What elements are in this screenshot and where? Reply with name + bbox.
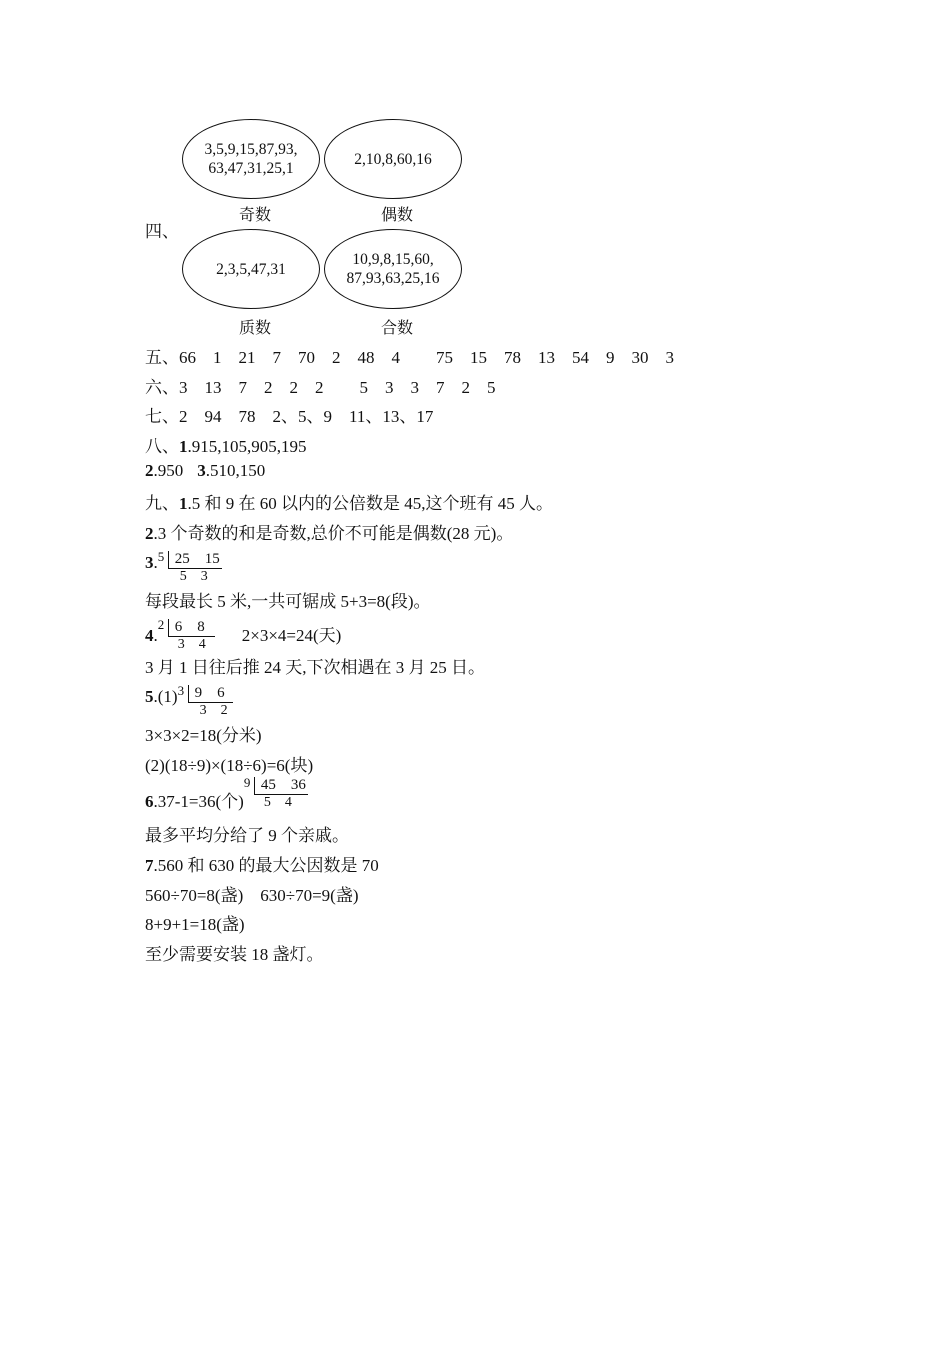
section6-label: 六、 xyxy=(145,378,179,397)
section8-q2-text: .950 xyxy=(153,461,184,480)
odd-numbers-caption: 奇数 xyxy=(238,207,271,224)
even-numbers-content: 2,10,8,60,16 xyxy=(354,150,432,168)
section9-q7-line xyxy=(145,851,379,876)
section9-q6-number: 6 xyxy=(145,792,154,811)
section9-q4-text: 3 月 1 日往后推 24 天,下次相遇在 3 月 25 日。 xyxy=(145,658,485,677)
odd-numbers-oval xyxy=(182,119,320,199)
even-numbers-caption: 偶数 xyxy=(380,207,413,224)
q3-quotient: 5 3 xyxy=(179,569,208,584)
q3-short-division xyxy=(157,549,238,584)
section9-q4-dot: . xyxy=(153,626,158,645)
section7-line xyxy=(145,402,433,427)
odd-numbers-line2: 63,47,31,25,1 xyxy=(208,160,294,177)
q6-quotient: 5 4 xyxy=(263,795,292,810)
section6-group2: 5 3 3 7 2 5 xyxy=(359,378,496,397)
q5-divisor: 3 xyxy=(177,683,185,698)
composite-numbers-caption: 合数 xyxy=(380,320,413,337)
q6-divisor: 9 xyxy=(243,775,251,790)
section9-q4-formula: 2×3×4=24(天) xyxy=(241,626,342,645)
section9-q5-line1: 3×3×2=18(分米) xyxy=(145,726,262,745)
section9-q7-number: 7 xyxy=(145,856,154,875)
section9-q6-line2: 最多平均分给了 9 个亲戚。 xyxy=(145,826,349,845)
section9-q4-line xyxy=(145,617,342,652)
section9-q1-line xyxy=(145,489,553,514)
composite-numbers-line2: 87,93,63,25,16 xyxy=(346,270,440,287)
section5-line xyxy=(145,343,674,368)
q4-dividend: 6 8 xyxy=(168,619,215,637)
section9-q7-line4: 至少需要安装 18 盏灯。 xyxy=(145,945,324,964)
q4-short-division xyxy=(157,617,242,652)
section8-q1-number: 1 xyxy=(179,437,188,456)
section6-group1: 3 13 7 2 2 2 xyxy=(179,378,324,397)
section9-q2-text: .3 个奇数的和是奇数,总价不可能是偶数(28 元)。 xyxy=(153,524,514,543)
section9-q3-line xyxy=(145,549,238,584)
composite-numbers-line1: 10,9,8,15,60, xyxy=(352,251,434,268)
q5-short-division xyxy=(177,683,248,718)
q5-dividend: 9 6 xyxy=(188,685,233,703)
section9-label: 九、 xyxy=(145,494,179,513)
section7-label: 七、 xyxy=(145,407,179,426)
section9-q7-line2: 560÷70=8(盏) 630÷70=9(盏) xyxy=(145,886,359,905)
section9-q2-number: 2 xyxy=(145,524,154,543)
odd-numbers-line1: 3,5,9,15,87,93, xyxy=(204,141,298,158)
section9-q1-text: .5 和 9 在 60 以内的公倍数是 45,这个班有 45 人。 xyxy=(187,494,553,513)
prime-numbers-oval xyxy=(182,229,320,309)
section7-text: 2 94 78 2、5、9 11、13、17 xyxy=(179,407,434,426)
composite-numbers-oval xyxy=(324,229,462,309)
q6-short-division xyxy=(243,775,324,810)
section8-q3-text: .510,150 xyxy=(205,461,266,480)
section9-q5-line2: (2)(18÷9)×(18÷6)=6(块) xyxy=(145,756,314,775)
q4-divisor: 2 xyxy=(157,617,165,632)
section9-q2-line xyxy=(145,519,513,544)
prime-numbers-caption: 质数 xyxy=(238,320,271,337)
section8-q23-line xyxy=(145,461,265,481)
section8-q1-text: .915,105,905,195 xyxy=(187,437,307,456)
section8-q2-number: 2 xyxy=(145,461,154,480)
prime-numbers-content: 2,3,5,47,31 xyxy=(216,260,286,278)
section9-q6-text: .37-1=36(个) xyxy=(153,792,244,811)
section6-line xyxy=(145,373,496,398)
section9-q7-line3: 8+9+1=18(盏) xyxy=(145,915,245,934)
section8-q1-line xyxy=(145,432,307,457)
section9-q1-number: 1 xyxy=(179,494,188,513)
section5-group1: 66 1 21 7 70 2 48 4 xyxy=(179,348,400,367)
section5-label: 五、 xyxy=(145,348,179,367)
q4-quotient: 3 4 xyxy=(177,637,206,652)
section9-q4-number: 4 xyxy=(145,626,154,645)
q6-dividend: 45 36 xyxy=(254,777,308,795)
section9-q3-number: 3 xyxy=(145,553,154,572)
section9-q5-prefix: .(1) xyxy=(153,687,178,706)
even-numbers-oval xyxy=(324,119,462,199)
section8-q3-number: 3 xyxy=(197,461,206,480)
section9-q3-dot: . xyxy=(153,553,158,572)
q5-quotient: 3 2 xyxy=(199,703,228,718)
section9-q7-text: .560 和 630 的最大公因数是 70 xyxy=(153,856,379,875)
section8-label: 八、 xyxy=(145,437,179,456)
q3-divisor: 5 xyxy=(157,549,165,564)
section5-group2: 75 15 78 13 54 9 30 3 xyxy=(436,348,674,367)
q3-dividend: 25 15 xyxy=(168,551,222,569)
section9-q6-line xyxy=(145,775,324,812)
section9-q3-text: 每段最长 5 米,一共可锯成 5+3=8(段)。 xyxy=(145,592,431,611)
section9-q5-number: 5 xyxy=(145,687,154,706)
section9-q5-line xyxy=(145,683,248,718)
section4-label: 四、 xyxy=(145,222,179,241)
